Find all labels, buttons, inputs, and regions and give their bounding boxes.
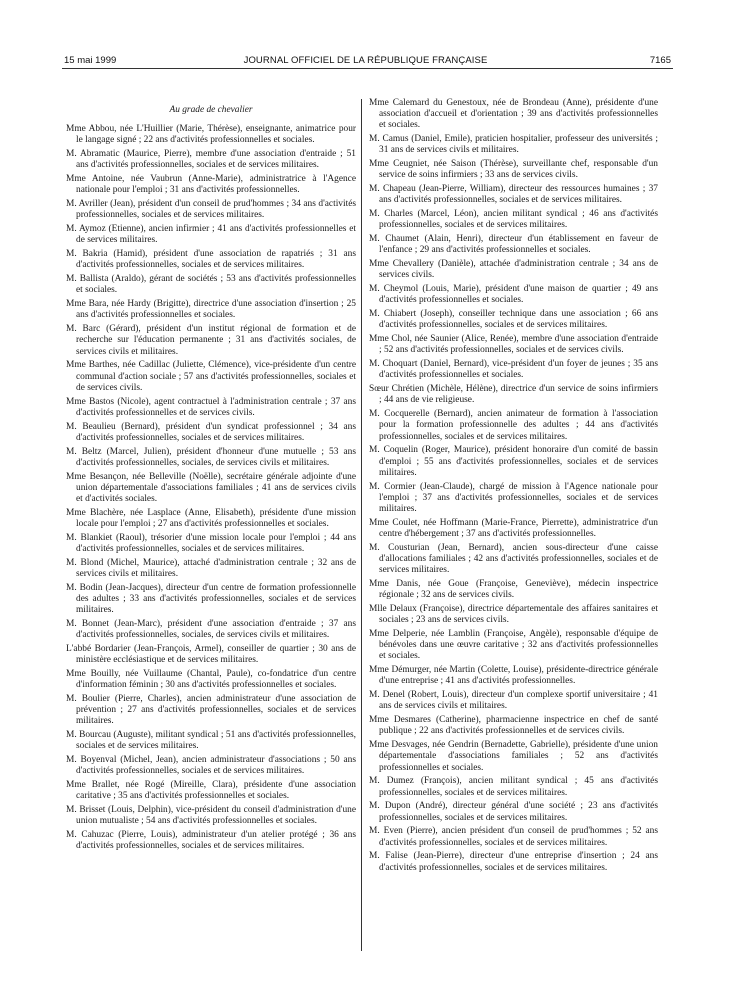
nomination-entry: Mme Bouilly, née Vuillaume (Chantal, Paule), co-fondatrice d'un centre d'information féminin ; 30 ans d'activités professionnelles et sociales. <box>66 669 356 691</box>
nomination-entry: M. Chaumet (Alain, Henri), directeur d'un établissement en faveur de l'enfance ; 29 ans d'activités professionnelles et sociales. <box>369 234 658 256</box>
nomination-entry: Mme Chol, née Saunier (Alice, Renée), membre d'une association d'entraide ; 52 ans d'activités professionnelles, sociales et de services civils. <box>369 334 658 356</box>
header-title: JOURNAL OFFICIEL DE LA RÉPUBLIQUE FRANÇAISE <box>243 55 488 66</box>
nomination-entry: Mme Chevallery (Danièle), attachée d'administration centrale ; 34 ans de services civils. <box>369 259 658 281</box>
column-divider <box>361 99 362 951</box>
nomination-entry: M. Beltz (Marcel, Julien), président d'honneur d'une mutuelle ; 53 ans d'activités professionnelles, sociales, de services civils et militaires. <box>66 446 356 468</box>
nomination-entry: M. Cocquerelle (Bernard), ancien animateur de formation à l'association pour la formation professionnelle des adultes ; 44 ans d'activités professionnelles, sociales et de services militaires. <box>369 409 658 442</box>
nomination-entry: M. Chiabert (Joseph), conseiller technique dans une association ; 66 ans d'activités professionnelles, sociales et de services militaires. <box>369 309 658 331</box>
nomination-entry: M. Aymoz (Etienne), ancien infirmier ; 41 ans d'activités professionnelles et de services militaires. <box>66 224 356 246</box>
nomination-entry: Mme Blachère, née Lasplace (Anne, Elisabeth), présidente d'une mission locale pour l'emploi ; 27 ans d'activités professionnelles et sociales. <box>66 507 356 530</box>
nomination-entry: M. Chapeau (Jean-Pierre, William), directeur des ressources humaines ; 37 ans d'activités professionnelles, sociales et de services militaires. <box>369 184 658 206</box>
nomination-entry: M. Brisset (Louis, Delphin), vice-président du conseil d'administration d'une union mutualiste ; 54 ans d'activités professionnelles et sociales. <box>66 805 356 827</box>
nomination-entry: M. Charles (Marcel, Léon), ancien militant syndical ; 46 ans d'activités professionnelles, sociales et de services militaires. <box>369 209 658 231</box>
nomination-entry: M. Blond (Michel, Maurice), attaché d'administration centrale ; 32 ans de services civils et militaires. <box>66 557 356 580</box>
nomination-entry: M. Bakria (Hamid), président d'une association de rapatriés ; 31 ans d'activités professionnelles, sociales et de services militaires. <box>66 249 356 271</box>
nomination-entry: M. Denel (Robert, Louis), directeur d'un complexe sportif universitaire ; 41 ans de services civils et militaires. <box>369 690 658 712</box>
nomination-entry: Mme Démurger, née Martin (Colette, Louise), présidente-directrice générale d'une entreprise ; 41 ans d'activités professionnelles. <box>369 665 658 687</box>
nomination-entry: M. Bourcau (Auguste), militant syndical ; 51 ans d'activités professionnelles, sociales et de services militaires. <box>66 730 356 752</box>
nomination-entry: Mme Antoine, née Vaubrun (Anne-Marie), administratrice à l'Agence nationale pour l'emploi ; 31 ans d'activités professionnelles. <box>66 174 356 196</box>
nomination-entry: Mme Barthes, née Cadillac (Juliette, Clémence), vice-présidente d'un centre communal d'action sociale ; 57 ans d'activités professionnelles, sociales et de services civils. <box>66 360 356 393</box>
nomination-entry: Mme Abbou, née L'Huillier (Marie, Thérèse), enseignante, animatrice pour le langage signé ; 22 ans d'activités professionnelles et sociales. <box>66 124 356 146</box>
nomination-entry: M. Abramatic (Maurice, Pierre), membre d'une association d'entraide ; 51 ans d'activités professionnelles, sociales et de services militaires. <box>66 149 356 171</box>
left-entry-list <box>66 124 356 852</box>
section-title: Au grade de chevalier <box>169 105 253 115</box>
nomination-entry: Mme Besançon, née Belleville (Noëlle), secrétaire générale adjointe d'une union départementale d'associations familiales ; 41 ans de services civils et d'activités sociales. <box>66 471 356 505</box>
right-entry-list <box>369 98 658 874</box>
nomination-entry: Mme Brallet, née Rogé (Mireille, Clara), présidente d'une association caritative ; 35 ans d'activités professionnelles et sociales. <box>66 780 356 802</box>
nomination-entry: Sœur Chrétien (Michèle, Hélène), directrice d'un service de soins infirmiers ; 44 ans de vie religieuse. <box>369 384 658 406</box>
nomination-entry: M. Avriller (Jean), président d'un conseil de prud'hommes ; 34 ans d'activités professionnelles, sociales et de services militaires. <box>66 199 356 221</box>
nomination-entry: Mme Desvages, née Gendrin (Bernadette, Gabrielle), présidente d'une union départementale d'associations familiales ; 52 ans d'activités professionnelles et sociales. <box>369 740 658 773</box>
nomination-entry: Mme Danis, née Goue (Françoise, Geneviève), médecin inspectrice régionale ; 32 ans de services civils. <box>369 579 658 601</box>
nomination-entry: Mme Bastos (Nicole), agent contractuel à l'administration centrale ; 37 ans d'activités professionnelles et de services civils. <box>66 396 356 418</box>
nomination-entry: Mme Calemard du Genestoux, née de Brondeau (Anne), présidente d'une association d'accueil et d'orientation ; 39 ans d'activités professionnelles et sociales. <box>369 98 658 131</box>
nomination-entry: Mlle Delaux (Françoise), directrice départementale des affaires sanitaires et sociales ; 23 ans de services civils. <box>369 604 658 626</box>
nomination-entry: Mme Delperie, née Lamblin (Françoise, Angèle), responsable d'équipe de bénévoles dans une œuvre caritative ; 32 ans d'activités professionnelles et sociales. <box>369 629 658 662</box>
nomination-entry: M. Falise (Jean-Pierre), directeur d'une entreprise d'insertion ; 24 ans d'activités professionnelles, sociales et de services militaires. <box>369 851 658 873</box>
nomination-entry: M. Even (Pierre), ancien président d'un conseil de prud'hommes ; 52 ans d'activités professionnelles, sociales et de services militaires. <box>369 826 658 848</box>
nomination-entry: M. Cousturian (Jean, Bernard), ancien sous-directeur d'une caisse d'allocations familiales ; 42 ans d'activités professionnelles, sociales et de services militaires. <box>369 542 658 576</box>
nomination-entry: M. Cahuzac (Pierre, Louis), administrateur d'un atelier protégé ; 36 ans d'activités professionnelles, sociales et de services militaires. <box>66 830 356 852</box>
nomination-entry: M. Blankiet (Raoul), trésorier d'une mission locale pour l'emploi ; 44 ans d'activités professionnelles, sociales et de services militaires. <box>66 532 356 555</box>
nomination-entry: M. Dumez (François), ancien militant syndical ; 45 ans d'activités professionnelles, sociales et de services militaires. <box>369 776 658 798</box>
nomination-entry: M. Barc (Gérard), président d'un institut régional de formation et de recherche sur l'éducation permanente ; 31 ans d'activités sociales, de services civils et militaires. <box>66 324 356 357</box>
right-column <box>369 98 658 876</box>
nomination-entry: M. Bodin (Jean-Jacques), directeur d'un centre de formation professionnelle des adultes ; 33 ans d'activités professionnelles, sociales et de services militaires. <box>66 582 356 616</box>
nomination-entry: M. Bonnet (Jean-Marc), président d'une association d'entraide ; 37 ans d'activités professionnelles, sociales, de services civils et militaires. <box>66 619 356 641</box>
nomination-entry: M. Boulier (Pierre, Charles), ancien administrateur d'une association de prévention ; 27 ans d'activités professionnelles, sociales et de services militaires. <box>66 694 356 727</box>
nomination-entry: M. Boyenval (Michel, Jean), ancien administrateur d'associations ; 50 ans d'activités professionnelles, sociales et de services militaires. <box>66 755 356 777</box>
nomination-entry: L'abbé Bordarier (Jean-François, Armel), conseiller de quartier ; 30 ans de ministère ecclésiastique et de services militaires. <box>66 644 356 666</box>
nomination-entry: M. Coquelin (Roger, Maurice), président honoraire d'un comité de bassin d'emploi ; 55 ans d'activités professionnelles, sociales et de services militaires. <box>369 445 658 478</box>
nomination-entry: M. Ballista (Araldo), gérant de sociétés ; 53 ans d'activités professionnelles et sociales. <box>66 274 356 296</box>
nomination-entry: M. Camus (Daniel, Emile), praticien hospitalier, professeur des universités ; 31 ans de services civils et militaires. <box>369 134 658 156</box>
left-column <box>66 99 356 855</box>
nomination-entry: M. Cheymol (Louis, Marie), président d'une maison de quartier ; 49 ans d'activités professionnelles et sociales. <box>369 284 658 306</box>
nomination-entry: M. Choquart (Daniel, Bernard), vice-président d'un foyer de jeunes ; 35 ans d'activités professionnelles et sociales. <box>369 359 658 381</box>
nomination-entry: M. Beaulieu (Bernard), président d'un syndicat professionnel ; 34 ans d'activités professionnelles, sociales et de services militaires. <box>66 421 356 443</box>
nomination-entry: Mme Coulet, née Hoffmann (Marie-France, Pierrette), administratrice d'un centre d'hébergement ; 37 ans d'activités professionnelles. <box>369 517 658 540</box>
nomination-entry: Mme Desmares (Catherine), pharmacienne inspectrice en chef de santé publique ; 22 ans d'activités professionnelles et de services civils. <box>369 715 658 737</box>
header-date: 15 mai 1999 <box>64 55 117 66</box>
header-page-number: 7165 <box>649 55 671 66</box>
nomination-entry: M. Dupon (André), directeur général d'une société ; 23 ans d'activités professionnelles, sociales et de services militaires. <box>369 801 658 823</box>
nomination-entry: M. Cormier (Jean-Claude), chargé de mission à l'Agence nationale pour l'emploi ; 37 ans d'activités professionnelles, sociales et de services militaires. <box>369 481 658 515</box>
nomination-entry: Mme Bara, née Hardy (Brigitte), directrice d'une association d'insertion ; 25 ans d'activités professionnelles et sociales. <box>66 299 356 321</box>
nomination-entry: Mme Ceugniet, née Saison (Thérèse), surveillante chef, responsable d'un service de soins infirmiers ; 33 ans de services civils. <box>369 159 658 181</box>
header-rule <box>62 68 673 69</box>
